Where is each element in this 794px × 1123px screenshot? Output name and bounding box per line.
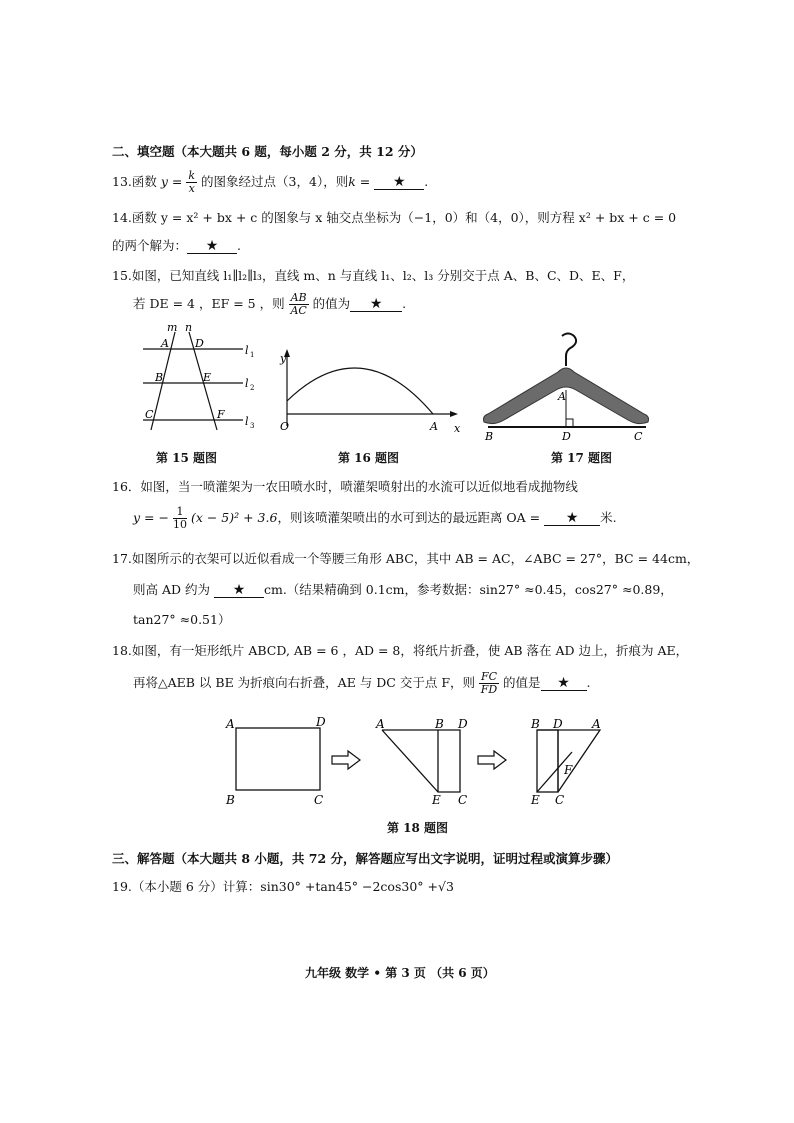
- label-C: C: [634, 430, 643, 442]
- fig18-label-E3: E: [531, 793, 540, 807]
- caption-fig18: 第 18 题图: [387, 821, 449, 835]
- q13-frac-num: k: [188, 169, 196, 182]
- q13-text-pre: 函数: [131, 174, 157, 189]
- q19-sqrt: √3: [437, 879, 454, 894]
- caption-fig17: 第 17 题图: [551, 451, 613, 465]
- q15-end: .: [402, 296, 407, 311]
- q15-fraction: [289, 292, 309, 317]
- question-16: [112, 477, 578, 495]
- label-D: D: [195, 337, 204, 350]
- fig18-label-D2: D: [458, 717, 468, 731]
- answer-blank[interactable]: ★: [350, 297, 402, 312]
- q13-equation: y =: [160, 174, 183, 189]
- q15-frac-den: AC: [290, 304, 307, 317]
- answer-blank[interactable]: ★: [374, 175, 424, 190]
- label-D: D: [562, 430, 571, 442]
- fig18-label-F3: F: [564, 763, 573, 777]
- answer-blank[interactable]: ★: [187, 239, 237, 254]
- figure-17: [478, 330, 658, 442]
- label-m: m: [167, 321, 178, 334]
- q17-line2-pre: 则高 AD 约为: [133, 582, 210, 597]
- q18-line2-mid: 的值是: [503, 675, 541, 690]
- label-x: x: [454, 422, 461, 435]
- q16-eq-post: (x − 5)² + 3.6: [190, 510, 278, 525]
- label-n: n: [185, 321, 193, 334]
- q13-fraction: [186, 170, 197, 195]
- q18-end: .: [586, 675, 591, 690]
- q14-line1: 函数 y = x² + bx + c 的图象与 x 轴交点坐标为（−1，0）和（4，0），则方程 x² + bx + c = 0: [131, 210, 677, 225]
- q14-end: .: [237, 238, 241, 253]
- q16-fraction: [173, 506, 187, 531]
- question-14-line2: [112, 236, 241, 254]
- fig18-label-B3: B: [531, 717, 540, 731]
- question-17-line3: tan27° ≈0.51）: [133, 612, 231, 627]
- label-A: A: [558, 390, 566, 403]
- q18-frac-den: FD: [480, 683, 498, 696]
- q17-line1: 如图所示的衣架可以近似看成一个等腰三角形 ABC，其中 AB = AC，∠ABC = 27°，BC = 44cm，: [131, 551, 700, 566]
- question-18: [112, 641, 688, 659]
- answer-blank[interactable]: ★: [544, 511, 600, 526]
- figure-18: [222, 712, 622, 812]
- q13-frac-den: x: [188, 182, 195, 195]
- fig18-label-A1: A: [226, 717, 235, 731]
- fig18-label-C3: C: [555, 793, 565, 807]
- figure-16: [276, 344, 471, 439]
- q15-frac-num: AB: [290, 291, 307, 304]
- q18-fraction: [479, 671, 499, 696]
- label-A: A: [430, 420, 438, 433]
- q15-line1: 如图，已知直线 l₁∥l₂∥l₃，直线 m、n 与直线 l₁、l₂、l₃ 分别交于点 A、B、C、D、E、F，: [131, 268, 635, 283]
- section-title-fill-in: 二、填空题（本大题共 6 题，每小题 2 分，共 12 分）: [112, 144, 423, 159]
- q18-line2-pre: 再将△AEB 以 BE 为折痕向右折叠，AE 与 DC 交于点 F，则: [133, 675, 475, 690]
- fig18-label-A2: A: [376, 717, 385, 731]
- answer-blank[interactable]: ★: [214, 583, 264, 598]
- q18-frac-num: FC: [480, 670, 498, 683]
- label-B: B: [155, 371, 164, 384]
- question-17: [112, 549, 699, 567]
- q13-var: k =: [348, 174, 371, 189]
- label-C: C: [145, 408, 154, 421]
- q16-end: 米.: [600, 510, 617, 525]
- q17-line2-post: cm.（结果精确到 0.1cm，参考数据：sin27° ≈0.45，cos27° ≈0.89，: [263, 582, 673, 597]
- fig18-label-D1: D: [316, 715, 326, 729]
- label-l1-sub: 1: [250, 351, 255, 359]
- fig18-label-D3: D: [553, 717, 563, 731]
- fig18-label-A3: A: [592, 717, 601, 731]
- q13-text-mid: 的图象经过点（3，4），则: [201, 174, 349, 189]
- section-title-answer: 三、解答题（本大题共 8 小题，共 72 分，解答题应写出文字说明，证明过程或演算步骤）: [112, 851, 619, 866]
- question-15: [112, 266, 634, 284]
- q19-text: 19.（本小题 6 分）计算：sin30° +tan45° −2cos30° +: [112, 879, 438, 894]
- question-13: [112, 170, 428, 195]
- question-number: 18.: [112, 643, 132, 658]
- fig18-label-B1: B: [226, 793, 235, 807]
- label-l3-sub: 3: [250, 422, 255, 430]
- question-number: 13.: [112, 174, 132, 189]
- label-B: B: [485, 430, 494, 442]
- question-15-line2: [133, 292, 406, 317]
- q16-eq-pre: y = −: [133, 510, 169, 525]
- page-footer: 九年级 数学 • 第 3 页 （共 6 页）: [305, 966, 495, 980]
- q16-line2-mid: ，则该喷灌架喷出的水可到达的最远距离 OA =: [277, 510, 541, 525]
- question-16-line2: [133, 506, 617, 531]
- label-A: A: [161, 337, 169, 350]
- question-number: 17.: [112, 551, 132, 566]
- label-E: E: [203, 371, 212, 384]
- label-l1: l: [245, 344, 249, 357]
- figure-15: [135, 320, 265, 435]
- question-17-line2: [133, 580, 673, 598]
- label-y: y: [280, 352, 287, 365]
- answer-blank[interactable]: ★: [541, 676, 587, 691]
- fig18-label-C1: C: [314, 793, 324, 807]
- question-number: 16．: [112, 479, 141, 494]
- question-number: 14.: [112, 210, 132, 225]
- label-O: O: [280, 420, 290, 433]
- label-l2-sub: 2: [250, 384, 255, 392]
- label-l3: l: [245, 415, 249, 428]
- q15-line2-pre: 若 DE = 4 ，EF = 5 ，则: [133, 296, 285, 311]
- q15-line2-mid: 的值为: [312, 296, 351, 311]
- q13-end: .: [424, 174, 429, 189]
- q16-frac-num: 1: [173, 506, 187, 519]
- q14-line2-pre: 的两个解为：: [112, 238, 188, 253]
- label-l2: l: [245, 377, 249, 390]
- fig18-label-E2: E: [432, 793, 441, 807]
- q18-line1: 如图，有一矩形纸片 ABCD, AB = 6 ，AD = 8，将纸片折叠，使 AB 落在 AD 边上，折痕为 AE，: [131, 643, 689, 658]
- question-number: 15.: [112, 268, 132, 283]
- question-18-line2: [133, 671, 591, 696]
- fig18-label-B2: B: [435, 717, 444, 731]
- q16-line1: 如图，当一喷灌架为一农田喷水时，喷灌架喷射出的水流可以近似地看成抛物线: [140, 479, 578, 494]
- q16-frac-den: 10: [172, 518, 187, 531]
- label-F: F: [217, 408, 225, 421]
- fig18-label-C2: C: [458, 793, 468, 807]
- caption-fig16: 第 16 题图: [338, 451, 400, 465]
- caption-fig15: 第 15 题图: [156, 451, 218, 465]
- question-19: [112, 877, 454, 895]
- question-14: [112, 208, 676, 226]
